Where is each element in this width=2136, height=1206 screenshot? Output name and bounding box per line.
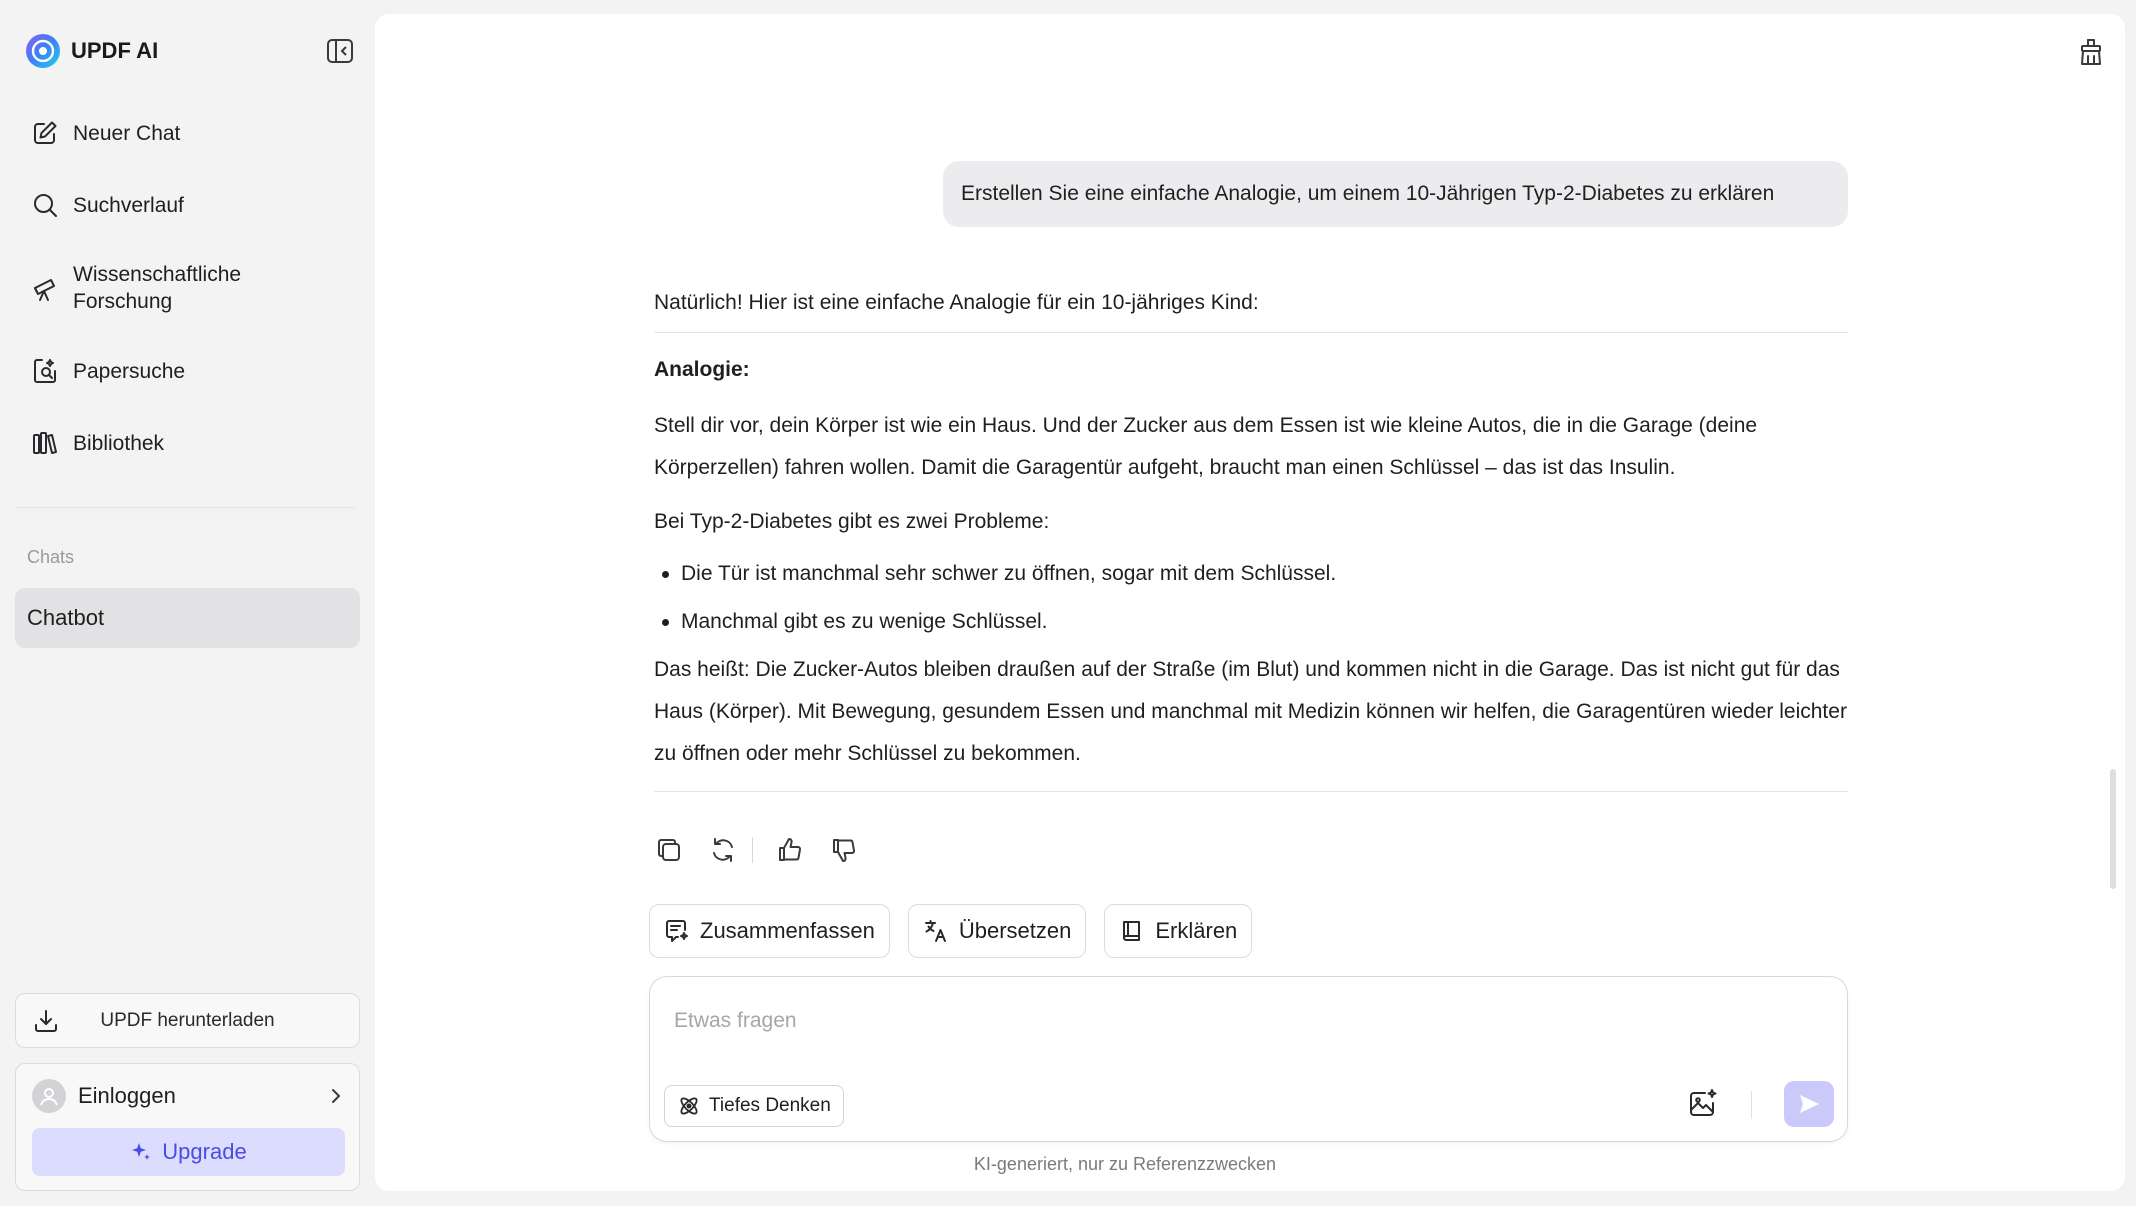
- send-icon: [1797, 1092, 1821, 1116]
- chats-section-label: Chats: [27, 547, 75, 567]
- book-icon: [1119, 918, 1145, 944]
- quick-action-label: Erklären: [1155, 918, 1238, 943]
- atom-icon: [677, 1094, 701, 1118]
- translate-button[interactable]: [908, 904, 1087, 958]
- assistant-answer: [654, 282, 1848, 792]
- answer-intro: Natürlich! Hier ist eine einfache Analogie für ein 10-jähriges Kind:: [654, 291, 1259, 314]
- thumbs-down-icon[interactable]: [829, 835, 859, 865]
- library-icon: [31, 429, 59, 457]
- edit-icon: [31, 119, 59, 147]
- scrollbar[interactable]: [2110, 769, 2116, 889]
- account-panel: [15, 1063, 360, 1191]
- actions-separator: [752, 837, 753, 863]
- upgrade-label: Upgrade: [162, 1139, 247, 1164]
- app-name: UPDF AI: [71, 38, 159, 63]
- login-row[interactable]: [32, 1078, 347, 1114]
- paper-search-icon: [31, 357, 59, 385]
- answer-paragraph: Stell dir vor, dein Körper ist wie ein Haus. Und der Zucker aus dem Essen ist wie kleine Autos, die in die Garage (deine Körperzellen) fahren wollen. Damit die Garagentür aufgeht, braucht man einen Schlüssel – das ist das Insulin.: [654, 414, 1758, 479]
- chat-item-chatbot[interactable]: [15, 588, 360, 648]
- answer-heading: Analogie:: [654, 358, 750, 381]
- nav-scientific-research[interactable]: [15, 248, 360, 328]
- quick-actions: [649, 904, 1270, 958]
- sparkle-icon: [130, 1141, 152, 1163]
- thumbs-up-icon[interactable]: [775, 835, 805, 865]
- answer-actions: [654, 830, 883, 870]
- download-icon: [33, 1008, 59, 1034]
- nav-label: Suchverlauf: [73, 193, 184, 217]
- answer-paragraph: Bei Typ-2-Diabetes gibt es zwei Probleme:: [654, 510, 1050, 533]
- nav-label: Papersuche: [73, 359, 186, 383]
- answer-paragraph: Das heißt: Die Zucker-Autos bleiben draußen auf der Straße (im Blut) und kommen nicht in die Garage. Das ist nicht gut für das Haus (Körper). Mit Bewegung, gesundem Essen und manchmal mit Medizin können wir helfen, die Garagentüren wieder leichter zu öffnen oder mehr Schlüssel zu bekommen.: [654, 658, 1847, 765]
- answer-bullet-list: [654, 553, 1848, 643]
- collapse-sidebar-icon[interactable]: [325, 37, 355, 65]
- list-item: Manchmal gibt es zu wenige Schlüssel.: [654, 601, 1848, 643]
- avatar: [32, 1079, 66, 1113]
- answer-divider: [654, 791, 1848, 792]
- nav-label: Neuer Chat: [73, 121, 181, 145]
- send-button[interactable]: [1784, 1081, 1834, 1127]
- disclaimer: [375, 1154, 2125, 1175]
- sidebar-divider: [15, 507, 355, 508]
- chevron-right-icon: [325, 1085, 347, 1107]
- user-message-text: Erstellen Sie eine einfache Analogie, um einem 10-Jährigen Typ-2-Diabetes zu erklären: [961, 182, 1775, 205]
- chat-item-label: Chatbot: [27, 605, 105, 630]
- nav-new-chat[interactable]: [15, 104, 360, 162]
- deep-thinking-toggle[interactable]: [664, 1085, 844, 1127]
- disclaimer-text: KI-generiert, nur zu Referenzzwecken: [973, 1154, 1277, 1174]
- sidebar: [0, 0, 375, 1206]
- message-composer: [649, 976, 1848, 1142]
- nav-label: Wissenschaftliche Forschung: [73, 263, 242, 313]
- nav-library[interactable]: [15, 414, 360, 472]
- summarize-button[interactable]: [649, 904, 890, 958]
- login-label: Einloggen: [78, 1083, 176, 1108]
- chat-panel: [375, 14, 2125, 1191]
- user-message: [943, 161, 1848, 227]
- search-icon: [31, 191, 59, 219]
- deep-thinking-label: Tiefes Denken: [709, 1095, 831, 1116]
- composer-separator: [1751, 1091, 1752, 1119]
- quick-action-label: Übersetzen: [958, 918, 1072, 943]
- upgrade-button[interactable]: [32, 1128, 345, 1176]
- brand[interactable]: [25, 33, 158, 69]
- summarize-icon: [664, 918, 690, 944]
- download-updf-button[interactable]: [15, 993, 360, 1048]
- telescope-icon: [31, 274, 59, 302]
- copy-icon[interactable]: [654, 835, 684, 865]
- updf-logo-icon: [25, 33, 61, 69]
- regenerate-icon[interactable]: [708, 835, 738, 865]
- nav-label: Bibliothek: [73, 431, 165, 455]
- list-item: Die Tür ist manchmal sehr schwer zu öffnen, sogar mit dem Schlüssel.: [654, 553, 1848, 595]
- quick-action-label: Zusammenfassen: [700, 918, 875, 943]
- clear-chat-icon[interactable]: [2075, 36, 2107, 68]
- sidebar-nav: [15, 104, 360, 486]
- message-input[interactable]: [674, 1009, 1774, 1033]
- answer-divider: [654, 332, 1848, 333]
- download-label: UPDF herunterladen: [100, 1009, 275, 1031]
- translate-icon: [923, 918, 949, 944]
- image-upload-icon[interactable]: [1686, 1087, 1720, 1121]
- explain-button[interactable]: [1104, 904, 1252, 958]
- nav-search-history[interactable]: [15, 176, 360, 234]
- user-icon: [37, 1084, 61, 1108]
- nav-paper-search[interactable]: [15, 342, 360, 400]
